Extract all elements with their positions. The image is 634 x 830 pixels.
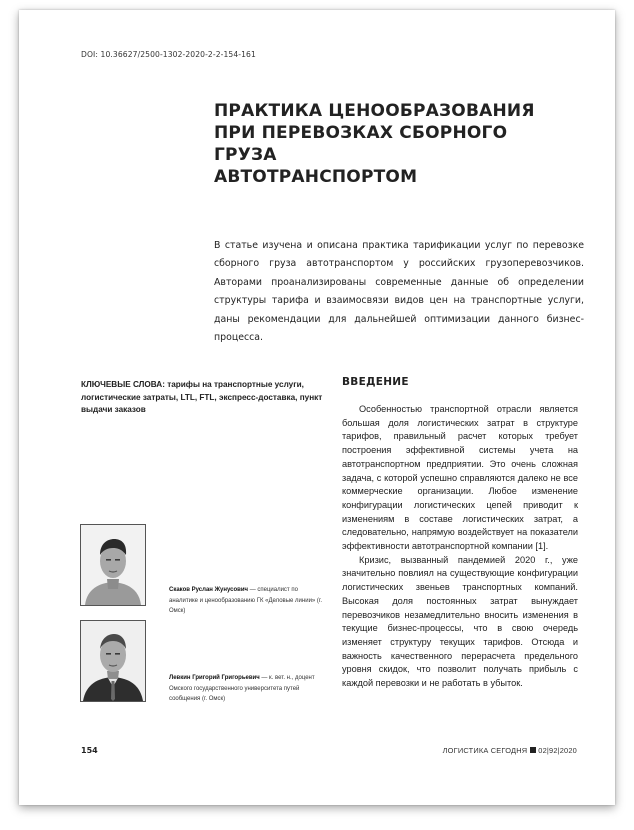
author-details: — специалист по аналитике и ценообразованию ГК «Деловые линии» (г. Омск) <box>169 587 323 614</box>
section-heading: ВВЕДЕНИЕ <box>342 376 409 388</box>
doi-line: DOI: 10.36627/2500-1302-2020-2-2-154-161 <box>81 50 256 59</box>
title-line: ПРИ ПЕРЕВОЗКАХ СБОРНОГО ГРУЗА <box>214 123 508 165</box>
author-photo <box>80 524 146 606</box>
paragraph: Особенностью транспортной отрасли является большая доля логистических затрат в структуре тарифов, правильный расчет которых требует построения эффективной системы учета на автотранспортном предприятии. Это очень сложная задача, с которой успешно справляются далеко не все коммерческие организации. Любое изменение конфигурации логистических цепей приводит к изменениям в составе логистических затрат, а следовательно, напрямую воздействует на показатели эффективности автотранспортной компании [1]. <box>342 404 578 552</box>
paragraph: Кризис, вызванный пандемией 2020 г., уже значительно повлиял на существующие конфигурации логистических звеньев транспортных компаний. Высокая доля постоянных затрат вынуждает перевозчиков незамедлительно вносить изменения в текущие бизнес-процессы, что в свою очередь изменяет структуру текущих тарифов. Отсюда и важность качественного перерасчета предельного уровня скидок, что позволит получать прибыль с каждой перевозки и не работать в убыток. <box>342 554 578 689</box>
journal-name: ЛОГИСТИКА СЕГОДНЯ <box>442 746 528 755</box>
journal-footer <box>443 746 577 755</box>
page-number: 154 <box>81 746 98 755</box>
abstract: В статье изучена и описана практика тарификации услуг по перевозке сборного груза автотранспортом у российских грузоперевозчиков. Авторами проанализированы современные данные об определении структуры тарифа и взаимосвязи видов цен на транспортные услуги, даны рекомендации для дальнейшей оптимизации данного бизнес-процесса. <box>214 240 584 344</box>
journal-page <box>19 10 615 805</box>
keywords: КЛЮЧЕВЫЕ СЛОВА: тарифы на транспортные услуги, логистические затраты, LTL, FTL, экспресс-доставка, пункт выдачи заказов <box>81 380 323 415</box>
square-separator-icon <box>530 747 536 753</box>
author-name: Левкин Григорий Григорьевич <box>169 675 260 681</box>
title-line: АВТОТРАНСПОРТОМ <box>214 167 418 187</box>
author-bio <box>169 673 325 705</box>
author-details: — к. вет. н., доцент Омского государственного университета путей сообщения (г. Омск) <box>169 675 315 702</box>
journal-issue: 02|92|2020 <box>538 746 577 755</box>
body-text <box>342 403 578 691</box>
article-title <box>214 100 554 188</box>
title-line: ПРАКТИКА ЦЕНООБРАЗОВАНИЯ <box>214 101 535 121</box>
author-name: Скаков Руслан Жунусович <box>169 587 249 593</box>
author-photo <box>80 620 146 702</box>
author-bio <box>169 585 325 617</box>
